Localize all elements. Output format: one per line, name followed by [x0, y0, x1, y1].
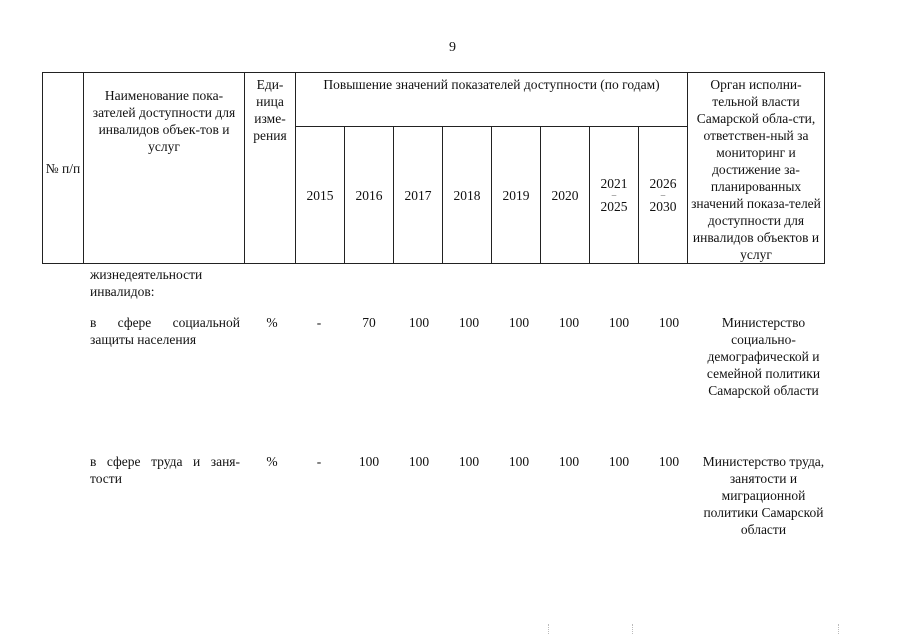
row-value-2021-2025: 100 — [608, 454, 630, 469]
header-group: Повышение значений показателей доступности (по годам) — [296, 73, 688, 127]
row-authority: Министерство труда, занятости и миграционной политики Самарской области — [702, 454, 825, 537]
range-start: 2021 — [600, 176, 628, 192]
row-value-2019: 100 — [508, 454, 530, 469]
header-indicator-name: Наименование пока-зателей доступности для инвалидов объек-тов и услуг — [84, 73, 245, 264]
scan-mark — [548, 624, 549, 634]
row-value-2026-2030: 100 — [658, 315, 680, 330]
row-value-2016: 100 — [358, 454, 380, 469]
row-unit: % — [266, 315, 278, 330]
table-header — [42, 72, 825, 264]
header-year-range-2021-2025 — [590, 127, 639, 264]
range-start: 2026 — [649, 176, 677, 192]
range-end: 2025 — [600, 199, 628, 215]
row-value-2020: 100 — [558, 315, 580, 330]
row-value-2017: 100 — [408, 315, 430, 330]
row-value-2018: 100 — [458, 454, 480, 469]
row-value-2019: 100 — [508, 315, 530, 330]
range-dash: – — [611, 190, 617, 201]
row-value-2021-2025: 100 — [608, 315, 630, 330]
header-authority: Орган исполни-тельной власти Самарской обла-сти, ответствен-ный за мониторинг и достижение за-планированных значений показа-телей доступности для инвалидов объектов и услуг — [688, 73, 825, 264]
row-indicator-name: в сфере социальной защиты населения — [90, 315, 240, 347]
row-indicator-name: в сфере труда и заня-тости — [90, 454, 240, 486]
header-year-2017: 2017 — [394, 127, 443, 264]
row-value-2015: - — [316, 315, 322, 330]
row-value-2026-2030: 100 — [658, 454, 680, 469]
header-year-2016: 2016 — [345, 127, 394, 264]
row-value-2018: 100 — [458, 315, 480, 330]
header-year-2019: 2019 — [492, 127, 541, 264]
row-value-2017: 100 — [408, 454, 430, 469]
range-end: 2030 — [649, 199, 677, 215]
header-number: № п/п — [43, 73, 84, 264]
continuation-text: жизнедеятельности инвалидов: — [90, 267, 203, 299]
row-value-2016: 70 — [362, 315, 376, 330]
row-value-2020: 100 — [558, 454, 580, 469]
row-unit: % — [266, 454, 278, 469]
row-authority: Министерство социально-демографической и семейной политики Самарской области — [706, 315, 821, 398]
header-year-2020: 2020 — [541, 127, 590, 264]
row-value-2015: - — [316, 454, 322, 469]
page-number: 9 — [449, 40, 456, 55]
range-dash: – — [660, 190, 666, 201]
header-year-2015: 2015 — [296, 127, 345, 264]
scan-mark — [838, 624, 839, 634]
header-unit: Еди-ница изме-рения — [245, 73, 296, 264]
header-year-range-2026-2030 — [639, 127, 688, 264]
header-year-2018: 2018 — [443, 127, 492, 264]
scan-mark — [632, 624, 633, 634]
